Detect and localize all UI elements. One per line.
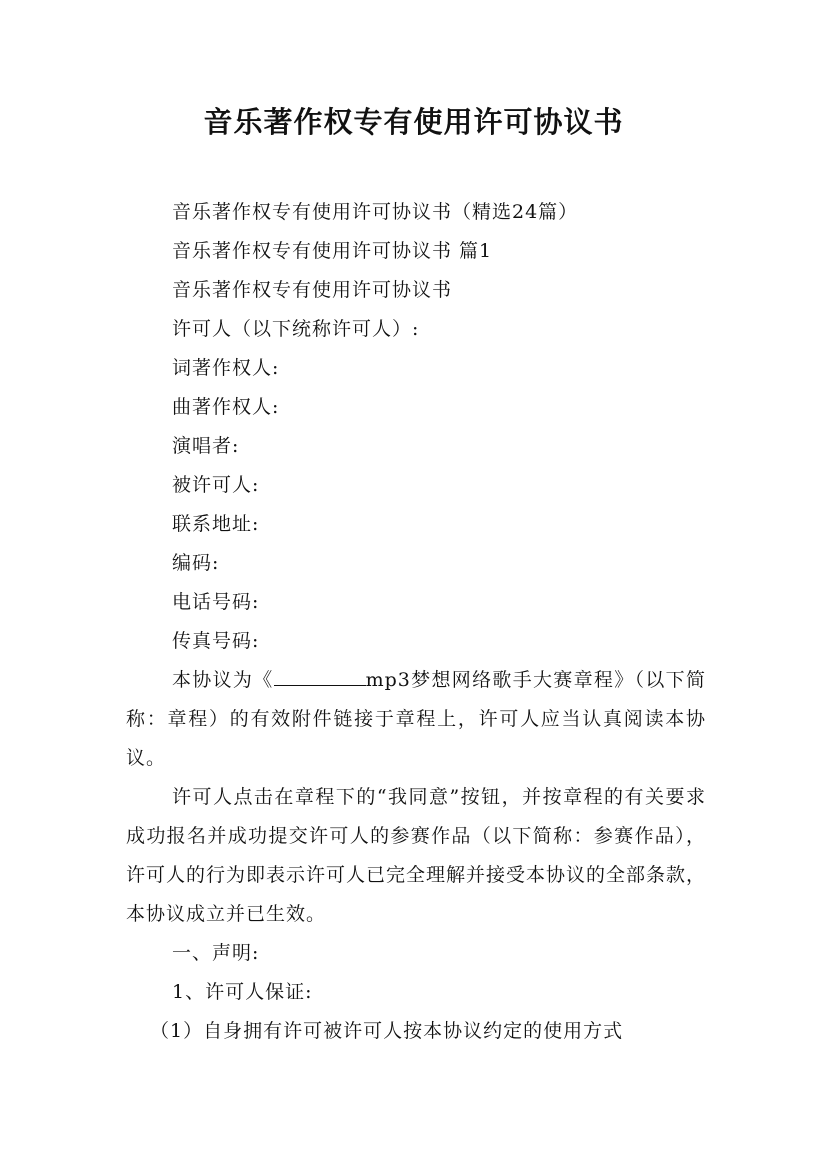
- paragraph-intro: [126, 661, 706, 778]
- clause-1: 1、许可人保证:: [172, 981, 313, 1003]
- document-body: [126, 193, 706, 1051]
- phone-field: 电话号码:: [172, 591, 260, 613]
- licensor-field: 许可人（以下统称许可人）:: [172, 318, 420, 340]
- licensee-field: 被许可人:: [172, 474, 260, 496]
- agreement-name: 音乐著作权专有使用许可协议书: [172, 279, 453, 301]
- paragraph-intro-start: 本协议为《: [172, 669, 274, 691]
- subtitle-line: 音乐著作权专有使用许可协议书（精选24篇）: [172, 201, 579, 223]
- blank-underline: [274, 669, 366, 686]
- clause-1-1: （1）自身拥有许可被许可人按本协议约定的使用方式: [150, 1020, 624, 1042]
- postcode-field: 编码:: [172, 552, 220, 574]
- section-heading-declaration: 一、声明:: [172, 942, 260, 964]
- lyricist-field: 词著作权人:: [172, 357, 280, 379]
- chapter-heading: 音乐著作权专有使用许可协议书 篇1: [172, 240, 493, 262]
- performer-field: 演唱者:: [172, 435, 240, 457]
- paragraph-intro-rest: mp3梦想网络歌手大赛章程》（以下简称：章程）的有效附件链接于章程上，许可人应当认真阅读本协议。: [126, 669, 706, 769]
- fax-field: 传真号码:: [172, 630, 260, 652]
- document-title: 音乐著作权专有使用许可协议书: [203, 105, 624, 139]
- address-field: 联系地址:: [172, 513, 260, 535]
- paragraph-consent: 许可人点击在章程下的“我同意”按钮，并按章程的有关要求成功报名并成功提交许可人的参赛作品（以下简称：参赛作品），许可人的行为即表示许可人已完全理解并接受本协议的全部条款，本协议成立并已生效。: [126, 786, 707, 925]
- composer-field: 曲著作权人:: [172, 396, 280, 418]
